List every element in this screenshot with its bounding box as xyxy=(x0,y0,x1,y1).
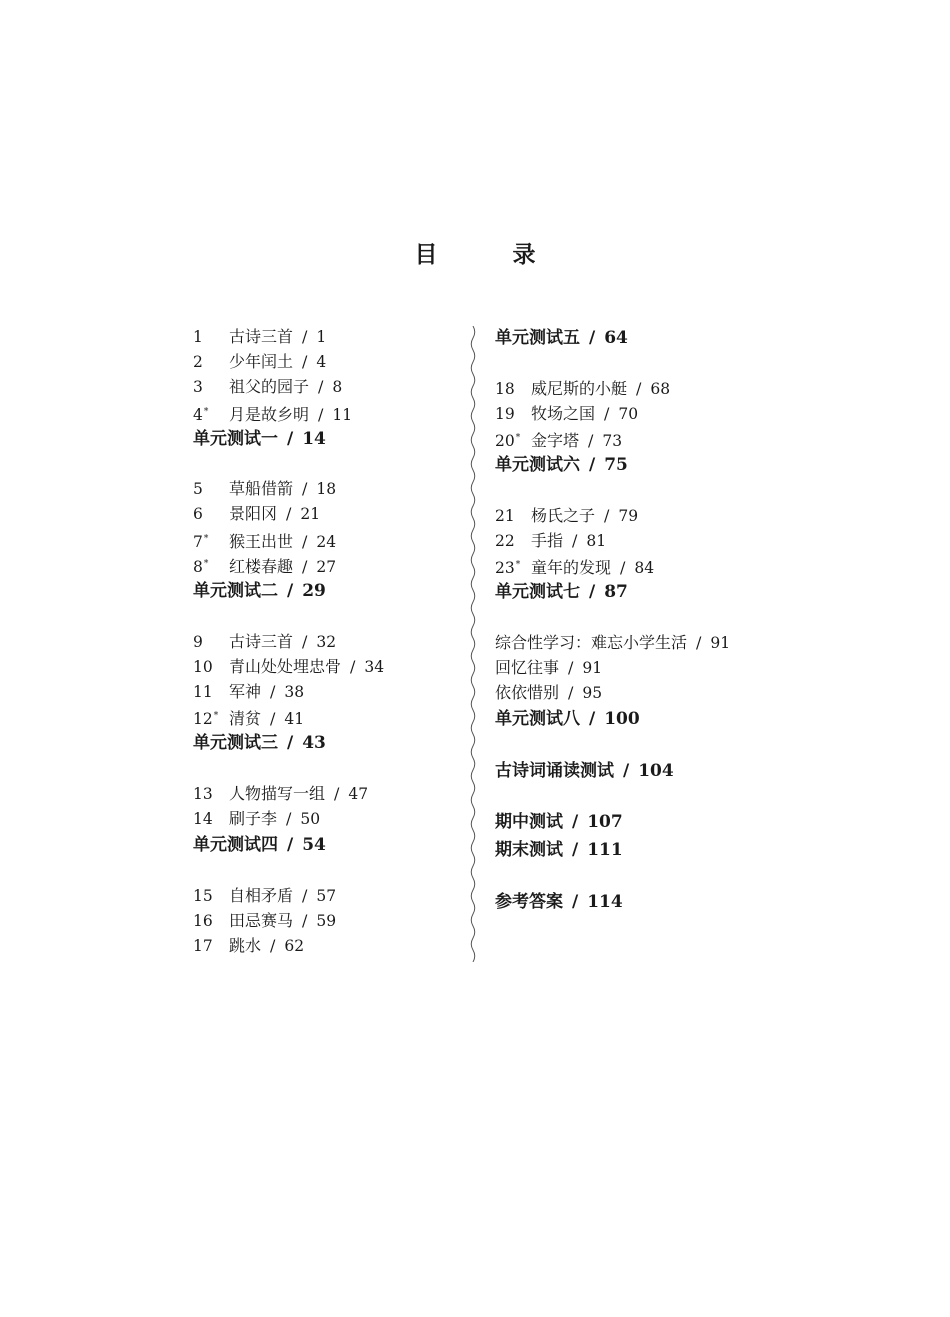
page-number: 62 xyxy=(284,937,305,955)
page-separator: / xyxy=(588,430,594,450)
entry-title: 依依惜别 xyxy=(495,683,560,702)
toc-gap xyxy=(193,757,463,781)
page-number: 1 xyxy=(316,328,327,346)
page-separator: / xyxy=(568,683,574,702)
entry-title: 古诗三首 xyxy=(229,327,294,346)
entry-title: 人物描写一组 xyxy=(229,783,326,803)
toc-entry[interactable] xyxy=(193,654,463,679)
lesson-number: 21 xyxy=(495,506,515,525)
toc-entry[interactable] xyxy=(193,552,463,577)
page-number: 4 xyxy=(316,353,327,372)
toc-entry[interactable] xyxy=(495,630,795,655)
toc-entry[interactable] xyxy=(495,680,795,705)
page-separator: / xyxy=(302,885,308,905)
page-number: 87 xyxy=(604,582,628,603)
entry-title: 期中测试 xyxy=(495,812,563,833)
toc-entry[interactable] xyxy=(193,883,463,908)
lesson-number: 9 xyxy=(193,632,203,651)
page-separator: / xyxy=(287,835,294,856)
page-separator: / xyxy=(572,530,578,550)
entry-title: 祖父的园子 xyxy=(229,377,310,397)
entry-title: 期末测试 xyxy=(495,840,563,861)
toc-entry[interactable] xyxy=(495,401,795,426)
page-number: 14 xyxy=(302,428,326,449)
entry-title: 跳水 xyxy=(229,936,262,955)
entry-title: 杨氏之子 xyxy=(531,505,596,525)
page-separator: / xyxy=(604,505,610,525)
entry-title: 牧场之国 xyxy=(531,403,596,423)
page-separator: / xyxy=(287,733,294,754)
page-separator: / xyxy=(302,556,308,576)
lesson-number: 16 xyxy=(193,911,213,930)
page-number: 95 xyxy=(582,684,603,702)
page-number: 59 xyxy=(316,911,337,930)
wavy-divider xyxy=(466,326,480,962)
entry-title: 景阳冈 xyxy=(229,504,278,524)
entry-title: 刷子李 xyxy=(229,808,278,828)
optional-star-mark: * xyxy=(515,559,521,570)
toc-entry[interactable] xyxy=(193,806,463,831)
page-number: 43 xyxy=(302,733,326,754)
toc-unit-entry[interactable] xyxy=(495,808,795,836)
toc-entry[interactable] xyxy=(495,503,795,528)
toc-entry[interactable] xyxy=(193,704,463,729)
lesson-number: 10 xyxy=(193,657,213,676)
lesson-number: 2 xyxy=(193,353,203,372)
entry-title: 清贫 xyxy=(229,709,262,729)
entry-title: 单元测试一 xyxy=(193,428,278,449)
optional-star-mark: * xyxy=(515,432,521,443)
page-separator: / xyxy=(302,352,308,372)
page-number: 18 xyxy=(316,480,337,499)
toc-unit-entry[interactable] xyxy=(495,705,795,733)
toc-gap xyxy=(193,859,463,883)
toc-entry[interactable] xyxy=(193,908,463,933)
page-separator: / xyxy=(589,455,596,476)
toc-right-column xyxy=(495,324,795,916)
page-number: 84 xyxy=(634,558,655,577)
toc-gap xyxy=(495,785,795,809)
page-number: 50 xyxy=(300,809,321,828)
page-separator: / xyxy=(572,812,579,833)
page-separator: / xyxy=(302,910,308,930)
page-number: 34 xyxy=(364,657,385,676)
toc-entry[interactable] xyxy=(193,476,463,501)
page-number: 100 xyxy=(604,709,640,730)
entry-title: 月是故乡明 xyxy=(229,404,310,424)
page-number: 47 xyxy=(348,784,369,803)
toc-entry[interactable] xyxy=(193,629,463,654)
page-separator: / xyxy=(696,632,702,652)
lesson-number: 18 xyxy=(495,379,515,398)
toc-entry[interactable] xyxy=(193,324,463,349)
page-number: 27 xyxy=(316,557,337,576)
page-separator: / xyxy=(302,479,308,499)
page-title: 目 录 xyxy=(414,242,562,268)
optional-star-mark: * xyxy=(203,406,209,417)
toc-gap xyxy=(495,606,795,630)
toc-entry[interactable] xyxy=(193,349,463,374)
page-separator: / xyxy=(589,709,596,730)
toc-unit-entry[interactable] xyxy=(495,836,795,864)
optional-star-mark: * xyxy=(203,558,209,569)
toc-left-column xyxy=(193,324,463,958)
page-separator: / xyxy=(350,656,356,676)
entry-title: 古诗词诵读测试 xyxy=(495,760,614,781)
page-separator: / xyxy=(318,404,324,424)
entry-title: 威尼斯的小艇 xyxy=(531,378,628,398)
page-separator: / xyxy=(302,327,308,346)
toc-entry[interactable] xyxy=(495,376,795,401)
page-separator: / xyxy=(270,936,276,955)
entry-title: 金字塔 xyxy=(531,430,580,450)
lesson-number: 14 xyxy=(193,809,213,828)
toc-unit-entry[interactable] xyxy=(193,577,463,605)
lesson-number: 13 xyxy=(193,784,213,803)
entry-title: 单元测试四 xyxy=(193,835,278,856)
page-number: 104 xyxy=(638,760,674,781)
lesson-number: 12* xyxy=(193,710,219,729)
lesson-number: 3 xyxy=(193,378,203,397)
page-separator: / xyxy=(287,428,294,449)
entry-title: 古诗三首 xyxy=(229,631,294,651)
entry-title: 童年的发现 xyxy=(531,557,612,577)
entry-title: 参考答案 xyxy=(495,891,563,912)
lesson-number: 8* xyxy=(193,557,209,576)
page-separator: / xyxy=(636,378,642,398)
optional-star-mark: * xyxy=(213,711,219,722)
page-separator: / xyxy=(572,891,579,912)
toc-gap xyxy=(193,605,463,629)
entry-title: 单元测试二 xyxy=(193,581,278,601)
page-separator: / xyxy=(604,403,610,423)
toc-gap xyxy=(495,352,795,376)
page-separator: / xyxy=(270,681,276,701)
entry-title: 自相矛盾 xyxy=(229,885,294,905)
page-number: 24 xyxy=(316,532,337,551)
page-separator: / xyxy=(302,631,308,651)
page-number: 73 xyxy=(602,431,623,450)
entry-title: 少年闰土 xyxy=(229,352,294,372)
lesson-number: 7* xyxy=(193,532,209,551)
lesson-number: 5 xyxy=(193,480,203,499)
entry-title: 猴王出世 xyxy=(229,531,294,551)
toc-unit-entry[interactable] xyxy=(193,831,463,859)
page-number: 91 xyxy=(582,658,603,677)
toc-gap xyxy=(495,864,795,888)
lesson-number: 17 xyxy=(193,937,213,955)
optional-star-mark: * xyxy=(203,533,209,544)
page-separator: / xyxy=(318,377,324,397)
page-number: 107 xyxy=(587,812,623,833)
toc-unit-entry[interactable] xyxy=(495,757,795,785)
toc-gap xyxy=(193,453,463,477)
page-separator: / xyxy=(589,582,596,603)
lesson-number: 19 xyxy=(495,404,515,423)
toc-unit-entry[interactable] xyxy=(193,425,463,453)
entry-title: 红楼春趣 xyxy=(229,556,294,576)
toc-entry[interactable] xyxy=(193,933,463,958)
toc-entry[interactable] xyxy=(193,400,463,425)
page-separator: / xyxy=(286,808,292,828)
page-number: 38 xyxy=(284,682,305,701)
page-number: 111 xyxy=(587,840,623,861)
toc-entry[interactable] xyxy=(193,374,463,399)
lesson-number: 15 xyxy=(193,886,213,905)
entry-title: 草船借箭 xyxy=(229,479,294,499)
lesson-number: 4* xyxy=(193,405,209,424)
page-number: 81 xyxy=(586,531,607,550)
toc-unit-entry[interactable] xyxy=(193,729,463,757)
entry-title: 田忌赛马 xyxy=(229,910,294,930)
page-number: 21 xyxy=(300,505,321,524)
lesson-number: 6 xyxy=(193,505,203,524)
toc-unit-entry[interactable] xyxy=(495,578,795,606)
page-number: 41 xyxy=(284,710,305,729)
toc-entry[interactable] xyxy=(193,501,463,526)
entry-title: 手指 xyxy=(531,530,564,550)
toc-entry[interactable] xyxy=(495,528,795,553)
page-separator: / xyxy=(270,709,276,729)
lesson-number: 22 xyxy=(495,531,515,550)
page-number: 54 xyxy=(302,835,326,856)
lesson-number: 20* xyxy=(495,431,521,450)
toc-unit-entry[interactable] xyxy=(495,324,795,352)
toc-entry[interactable] xyxy=(495,426,795,451)
toc-entry[interactable] xyxy=(495,553,795,578)
toc-entry[interactable] xyxy=(495,655,795,680)
entry-title: 单元测试五 xyxy=(495,328,580,348)
toc-unit-entry[interactable] xyxy=(495,451,795,479)
lesson-number: 11 xyxy=(193,682,213,701)
entry-title: 回忆往事 xyxy=(495,657,560,677)
page-separator: / xyxy=(572,840,579,861)
page-number: 79 xyxy=(618,506,639,525)
page-number: 29 xyxy=(302,581,326,601)
page-separator: / xyxy=(623,760,630,781)
page-number: 75 xyxy=(604,455,628,476)
lesson-number: 1 xyxy=(193,328,203,346)
page-number: 11 xyxy=(332,405,353,424)
page-number: 32 xyxy=(316,632,337,651)
toc-entry[interactable] xyxy=(193,679,463,704)
page-number: 68 xyxy=(650,379,671,398)
page-number: 64 xyxy=(604,328,628,348)
toc-entry[interactable] xyxy=(193,527,463,552)
page-separator: / xyxy=(568,657,574,677)
entry-title: 单元测试六 xyxy=(495,455,580,476)
entry-title: 单元测试七 xyxy=(495,582,580,603)
entry-title: 单元测试三 xyxy=(193,733,278,754)
toc-gap xyxy=(495,733,795,757)
page-separator: / xyxy=(286,504,292,524)
page-separator: / xyxy=(620,557,626,577)
page-separator: / xyxy=(302,531,308,551)
entry-title: 综合性学习：难忘小学生活 xyxy=(495,632,688,652)
toc-entry[interactable] xyxy=(193,781,463,806)
page-number: 70 xyxy=(618,404,639,423)
page-number: 91 xyxy=(710,633,731,652)
lesson-number: 23* xyxy=(495,558,521,577)
page-number: 8 xyxy=(332,378,343,397)
page-separator: / xyxy=(334,783,340,803)
page-number: 57 xyxy=(316,886,337,905)
page-number: 114 xyxy=(587,891,623,912)
entry-title: 单元测试八 xyxy=(495,709,580,730)
toc-gap xyxy=(495,479,795,503)
entry-title: 军神 xyxy=(229,681,262,701)
toc-unit-entry[interactable] xyxy=(495,888,795,916)
page-separator: / xyxy=(287,581,294,601)
page-separator: / xyxy=(589,328,596,348)
entry-title: 青山处处埋忠骨 xyxy=(229,656,342,676)
